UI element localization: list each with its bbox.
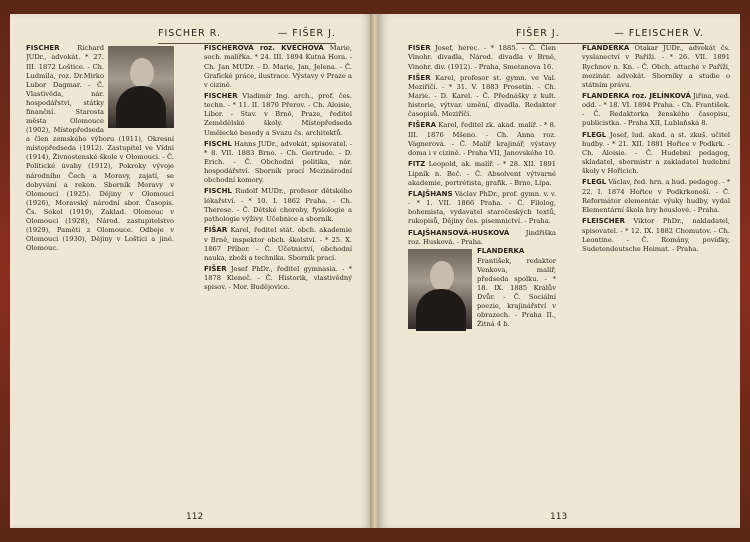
- entry-text: Václav PhDr., prof. gymn. v. v. - * 1. VII. 1866 Praha. - Č. Filolog, bohemista, vydavatel staročeských textů, rukopisů, Dějiny čes. písemnictví. - Praha.: [408, 189, 556, 226]
- entry-text: Václav, řed. hrn. a hud. pedagog. - * 22. I. 1874 Hořice v Podkrkonoší. - Č. Reformátor elementár. výuky hudby, vydal Elementární škola hry houslové. - Praha.: [582, 178, 730, 214]
- right-page-header: [516, 22, 704, 44]
- entry: [582, 131, 730, 177]
- entry: [408, 74, 556, 120]
- right-column-1: [408, 44, 556, 502]
- entry-head: FLEISCHER: [582, 217, 625, 226]
- entry-text: Richard JUDr., advokát. * 27. III. 1872 Loštice. - Ch. Ludmila, roz. Dr.Mirko Lubor Dagmar. - Č. Vlastivěda, nár. hospodářství, státky finanční. Starosta města Olomouce (1902), Místopředseda a člen zemského výboru (1911), Okresní místopředseda (1912). Zastupitel ve Vídni (1914), Živnostenské škole v Olomouci. - Č. Politické úvahy (1912), Pokroky vývoje národního Čech a Moravy, zajatí, se dobyvání a rekon. Sborník Moravy v Olomouci (1925). Dějiny v Olomouci (1926), Moravský národní sbor. Časopis. Čs. Sokol (1919), Zaklad. Olomouc v Olomouci (1928), Národ. zastupitelstvo (1929), Paměti z Olomouce. Odboje v Olomouci (1930), Dějiny v Loštici a jiné. Olomouc.: [26, 44, 174, 253]
- entry-text: Josef PhDr., ředitel gymnasia. - * 1878 Kleneč. - Č. Historik, vlastivědný spisov. - Mor. Budějovice.: [204, 264, 352, 292]
- entry-head: FISCHER: [204, 91, 238, 100]
- left-column-1: [26, 44, 174, 502]
- entry-head: FLAJŠHANS: [408, 189, 453, 198]
- entry-head: FISCHER: [26, 44, 60, 52]
- entry: [582, 44, 730, 90]
- entry: [582, 92, 730, 129]
- entry-text: František, redaktor Venkova, malíř, předseda spolku. - * 18. IX. 1885 Králův Dvůr. - Č. Sociální poezie, krajinářství v obrazech. - Praha II., Žitná 4 b.: [477, 256, 556, 329]
- entry-text: Marie, soch. malířka. * 24. III. 1894 Kutná Hora. - Ch. Jan MUDr. - D. Marie, Jan, Jelena. - Č. Grafické práce, ilustrace. Výstavy v Praze a v cizině.: [204, 44, 352, 89]
- entry-head: FLAJŠHANSOVÁ-HUSKOVÁ: [408, 228, 510, 237]
- entry: [408, 44, 556, 72]
- entry-text: Karel, profesor st. gymn. ve Val. Meziříčí. - * 31. V. 1883 Prosetín. - Ch. Marie. - D. Karel. - Č. Přednášky z kult. historie, výtvar. umění, divadla. Redaktor časopisů. Meziříčí.: [408, 73, 556, 119]
- entry: [204, 226, 352, 263]
- entry-text: Karel, ředitel zk. akad. malíř. - * 8. III. 1876 Mšeno. - Ch. Anna roz. Vágnerová. - Č. Malíř krajinář, výstavy doma i v cizině. - Praha VII, Janovského 10.: [408, 121, 556, 158]
- entry: [408, 190, 556, 227]
- entry: [204, 187, 352, 224]
- entry-head: FLANDERKA: [582, 44, 630, 52]
- entry-head: FLANDERKA: [477, 247, 525, 256]
- entry-head: FLEGL: [582, 130, 607, 139]
- entry-text: Vladimír Ing. arch., prof. čes. techn. - * 11. II. 1870 Přerov. - Ch. Aloisie, Libor. - Stav. v Brně, Praze, ředitel Zemědělské školy. Místopředseda Umělecké besedy a Svazu čs. architektů.: [204, 91, 352, 137]
- entry-head: FISCHL: [204, 187, 232, 196]
- entry-head: FLEGL: [582, 178, 607, 187]
- entry-text: Jindřiška roz. Husková. - Praha.: [408, 228, 556, 246]
- portrait-photo: [108, 46, 174, 128]
- page-number: 113: [550, 512, 568, 522]
- entry-head: FITZ: [408, 160, 426, 169]
- portrait-suit: [416, 289, 466, 331]
- entry-text: Leopold, ak. malíř. - * 28. XII. 1891 Lipník n. Beč. - Č. Absolvent výtvarné akademie, portrétista, grafik. - Brno, Lípa.: [408, 160, 556, 187]
- entry-head: FIŠAR: [204, 226, 228, 235]
- entry-head: FISCHL: [204, 139, 232, 148]
- entry-head: FLANDERKA roz. JELÍNKOVÁ: [582, 91, 691, 100]
- entry-text: Viktor PhDr., nakladatel, spisovatel. - * 12. IX. 1882 Chomutov. - Ch. Leontine. - Č. Romány, povídky, Sudetendeutsche Heimat. - Praha.: [582, 217, 730, 253]
- entry-text: Josef, herec. - * 1885. - Č. Člen Vinohr. divadla, Národ. divadla v Brně, Vinohr. div. (1912). - Praha, Smetanova 16.: [408, 44, 556, 71]
- portrait-photo: [408, 249, 472, 329]
- portrait-suit: [116, 86, 166, 128]
- entry-text: Karel, ředitel stát. obch. akademie v Brně, inspektor obch. školství. - * 25. X. 1867 Příbor. - Č. Účetnictví, obchodní nauka, zboží a technika. Sborník prací.: [204, 226, 352, 262]
- left-page-header: [158, 22, 336, 44]
- right-page: [378, 14, 740, 528]
- entry: [204, 92, 352, 138]
- entry: [408, 229, 556, 248]
- right-header-end: — FLEISCHER V.: [614, 27, 704, 39]
- entry: [204, 44, 352, 90]
- portrait-face: [130, 58, 154, 88]
- entry-head: FISCHEROVÁ roz. KVĚCHOVÁ: [204, 44, 324, 52]
- portrait-face: [430, 261, 454, 291]
- entry: [582, 217, 730, 254]
- entry-head: FIŠERA: [408, 121, 437, 130]
- entry-text: Otakar JUDr., advokát čs. vyslanectví v Paříži. - * 26. VII. 1891 Rychnov n. Kn. - Č. Obch. attaché v Paříži, mezinár. advokát. Sborníky a studie o státním právu.: [582, 44, 730, 89]
- entry-head: FIŠER: [408, 73, 431, 82]
- left-header-end: — FIŠER J.: [277, 27, 336, 39]
- right-header-start: FIŠER J.: [516, 27, 560, 39]
- entry: [204, 265, 352, 293]
- entry-text: Jiřina, ved. odd. - * 18. VI. 1894 Praha. - Ch. František. - Č. Redaktorka ženského časopisu, publicistka. - Praha XII, Lublaňská 8.: [582, 91, 730, 128]
- entry-text: Josef, lud. akad. a st. zkuš. učitel hudby. - * 21. XII. 1881 Hořice v Podkrk. - Ch. Aloisie. - Č. Hudební pedagog, skladatel, sbormistr a zakladatel hudební školy v Hořicích.: [582, 130, 730, 176]
- left-header-start: FISCHER R.: [158, 27, 221, 39]
- entry-head: FIŠER: [204, 264, 227, 273]
- entry-text: Hanns JUDr., advokát, spisovatel. - * 8. VII. 1883 Brno. - Ch. Gertrude. - D. Erich. - Č. Obchodní politika, nár. hospodářství. Sborník prací Mezinárodní obchodní komory.: [204, 139, 352, 185]
- page-number: 112: [186, 512, 204, 522]
- entry-text: Rudolf MUDr., profesor dětského lékařství. - * 10. I. 1862 Praha. - Ch. Therese. - Č. Dětské choroby, fysiologie a pathologie výživy. Učebnice a sborník.: [204, 187, 352, 224]
- entry: [204, 140, 352, 186]
- left-page: [10, 14, 372, 528]
- left-column-2: [204, 44, 352, 502]
- entry: [582, 178, 730, 215]
- right-column-2: [582, 44, 730, 502]
- entry-head: FIŠER: [408, 44, 431, 52]
- entry: [408, 121, 556, 158]
- entry: [408, 160, 556, 188]
